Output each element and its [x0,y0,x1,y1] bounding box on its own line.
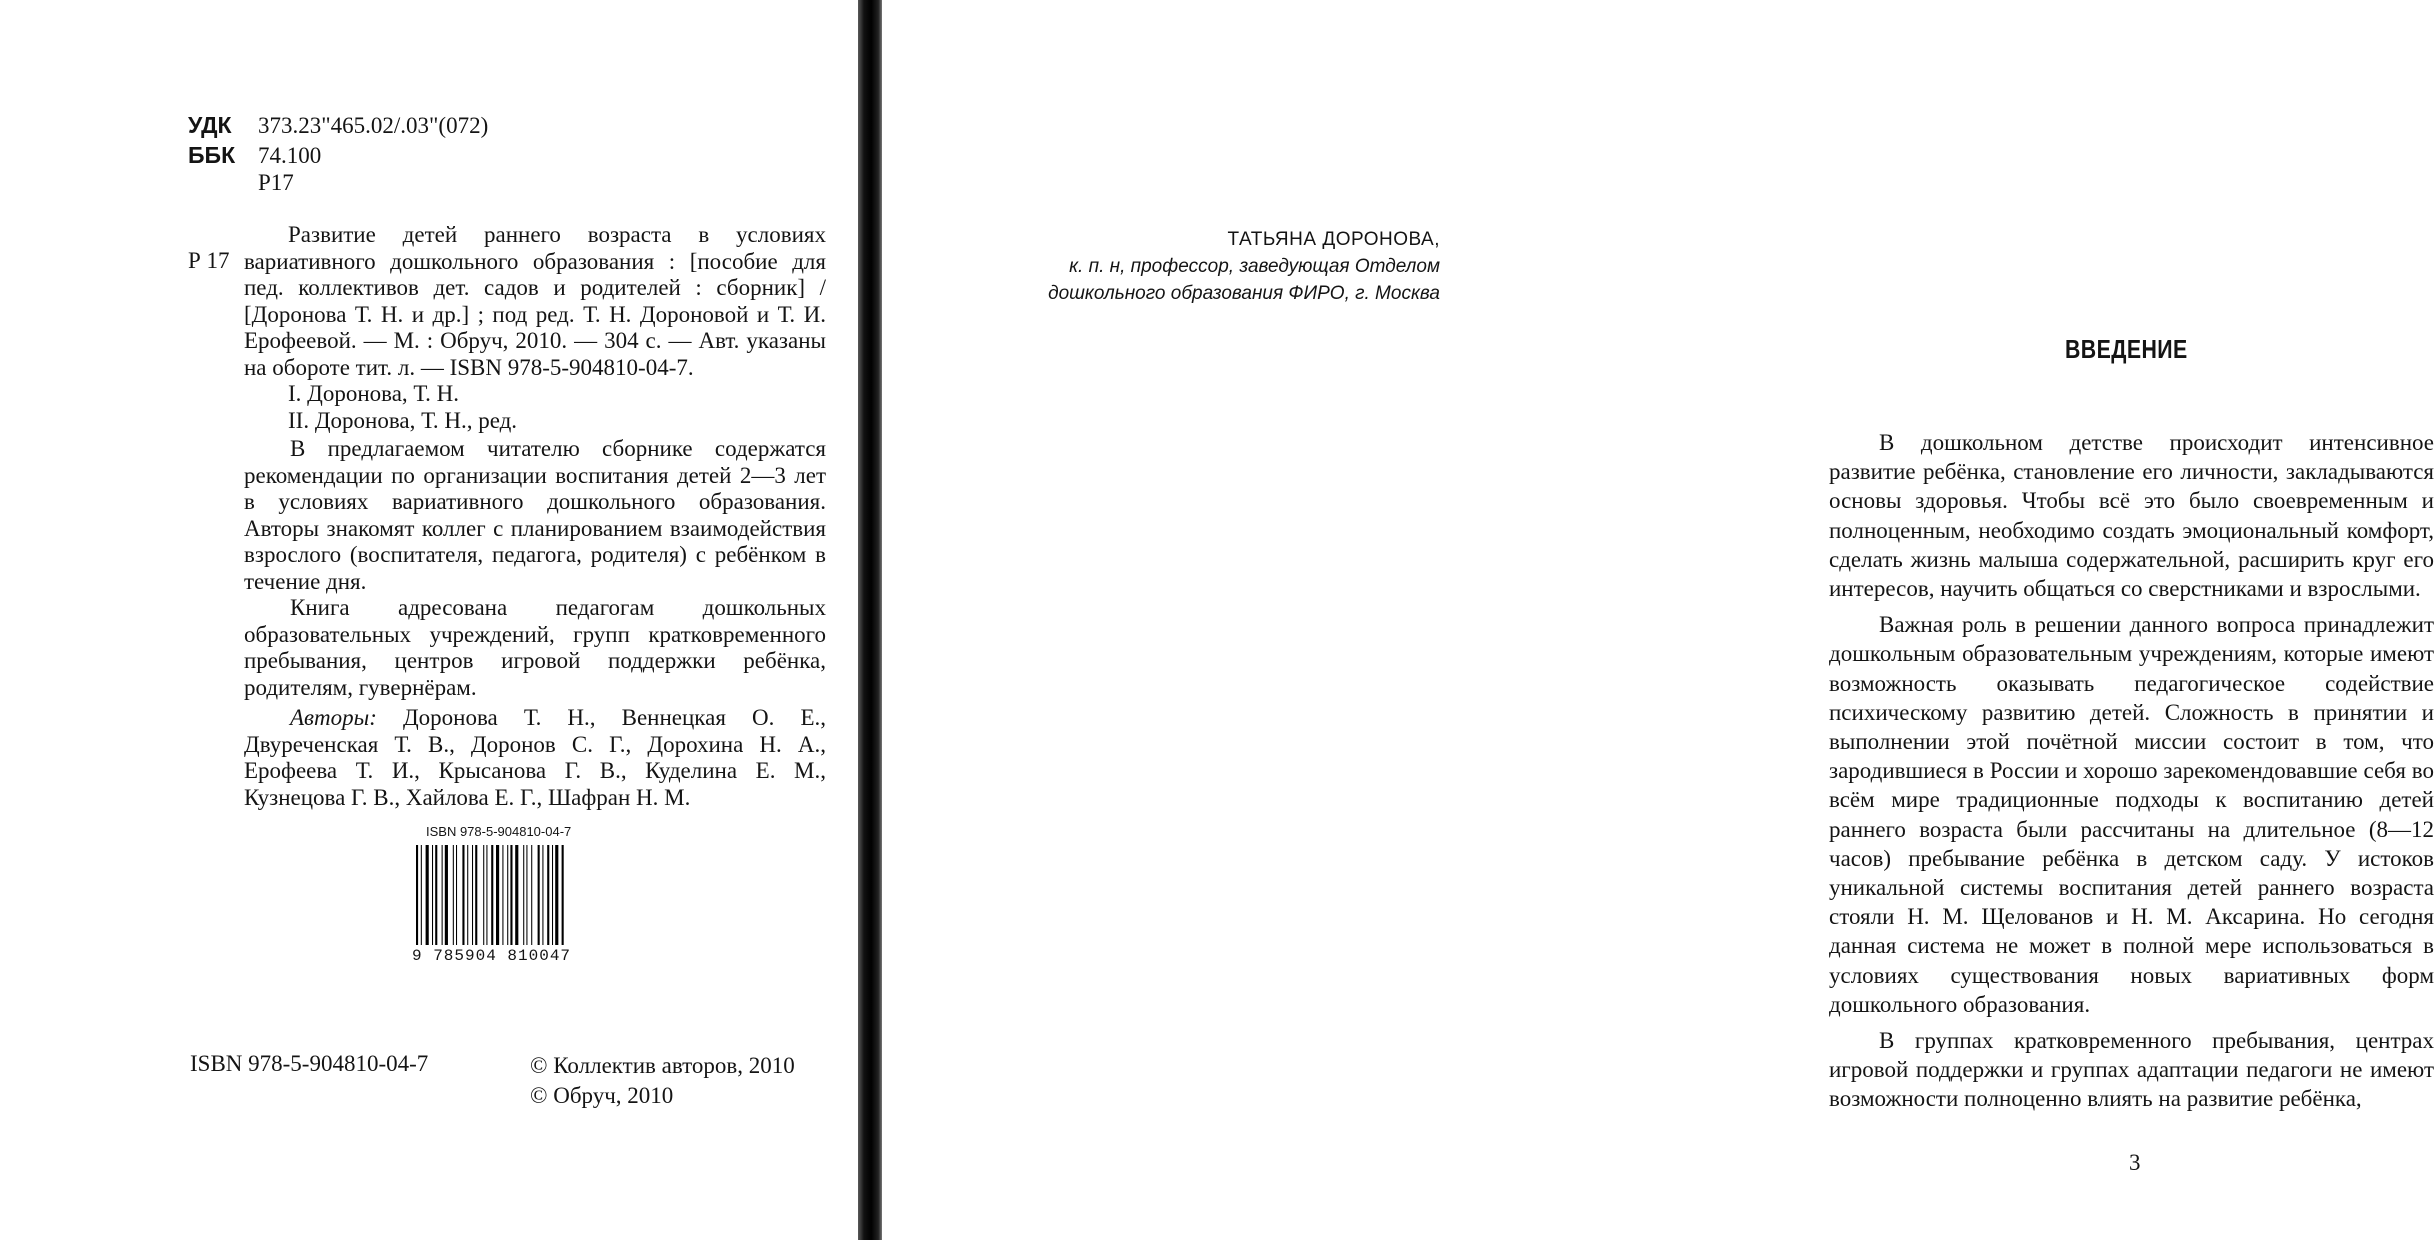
bibliographic-entry: Развитие детей раннего возраста в условиях вариативного дошкольного образования : [пособие для пед. коллективов дет. садов и родителей : сборник] / [Доронова Т. Н. и др.] ; под ред. Т. Н. Дороновой и Т. И. Ерофеевой. — М. : Обруч, 2010. — 304 с. — Авт. указаны на обороте тит. л. — ISBN 978-5-904810-04-7. [244,222,826,380]
chapter-body [1829,428,2434,1121]
udk-value: 373.23"465.02/.03"(072) [258,113,489,138]
annotation [244,436,826,701]
bbk-value: 74.100 [258,143,322,168]
barcode-digits: 9 785904 810047 [412,947,572,965]
left-page [0,0,855,1240]
authors-list [244,705,826,811]
subject-heading-2: II. Доронова, Т. Н., ред. [288,407,518,433]
bibliographic-record [244,222,826,434]
annotation-paragraph: В предлагаемом читателю сборнике содержатся рекомендации по организации воспитания детей 2—3 лет в условиях вариативного дошкольного образования. Авторы знакомят коллег с планированием взаимодействия взрослого (воспитателя, педагога, родителя) с ребёнком в течение дня. [244,436,826,594]
author-affiliation: дошкольного образования ФИРО, г. Москва [1048,283,1440,304]
bbk-label: ББК [188,142,236,168]
udk-row [188,112,488,139]
chapter-author [1048,226,1440,307]
barcode-isbn-label: ISBN 978-5-904810-04-7 [426,824,572,839]
book-spine [858,0,882,1240]
barcode [412,824,602,965]
copyright-block [530,1051,795,1111]
body-paragraph: Важная роль в решении данного вопроса принадлежит дошкольным образовательным учреждениям, которые имеют возможность оказывать педагогическое содействие психическому развитию детей. Сложность в принятии и выполнении этой почётной миссии состоит в том, что зародившиеся в России и хорошо зарекомендовавшие себя во всём мире традиционные подходы к воспитанию детей раннего возраста были рассчитаны на длительное (8—12 часов) пребывание ребёнка в детском саду. У истоков уникальной системы воспитания детей раннего возраста стояли Н. М. Щелованов и Н. М. Аксарина. Но сегодня данная система не может в полной мере использоваться в условиях существования новых вариативных форм дошкольного образования. [1829,612,2434,1017]
page-number: 3 [2129,1150,2141,1175]
author-mark: Р17 [258,170,294,195]
copyright-line: © Обруч, 2010 [530,1083,674,1108]
right-page [885,0,2434,1240]
barcode-icon [412,845,602,945]
chapter-heading: ВВЕДЕНИЕ [2065,334,2188,364]
body-paragraph: В дошкольном детстве происходит интенсивное развитие ребёнка, становление его личности, закладываются основы здоровья. Чтобы всё это было своевременным и полноценным, необходимо создать эмоциональный комфорт, сделать жизнь малыша содержательной, расширить круг его интересов, научить общаться со сверстниками и взрослыми. [1829,430,2434,602]
authors-names: Доронова Т. Н., Веннецкая О. Е., Двуреченская Т. В., Доронов С. Г., Дорохина Н. А., Ерофеева Т. И., Крысанова Г. В., Куделина Е. М., Кузнецова Г. В., Хайлова Е. Г., Шафран Н. М. [244,705,827,810]
subject-heading-1: I. Доронова, Т. Н. [288,381,460,406]
authors-label: Авторы: [290,705,377,730]
bbk-row [188,142,321,169]
body-paragraph: В группах кратковременного пребывания, центрах игровой поддержки и группах адаптации педагоги не имеют возможности полноценно влиять на развитие ребёнка, [1829,1028,2434,1112]
author-name: ТАТЬЯНА ДОРОНОВА, [1227,229,1440,250]
udk-label: УДК [188,112,232,138]
isbn: ISBN 978-5-904810-04-7 [190,1051,429,1076]
annotation-paragraph: Книга адресована педагогам дошкольных образовательных учреждений, групп кратковременного пребывания, центров игровой поддержки ребёнка, родителям, гувернёрам. [244,595,826,700]
author-title: к. п. н, профессор, заведующая Отделом [1069,256,1440,277]
author-mark-side: Р 17 [188,248,230,273]
copyright-line: © Коллектив авторов, 2010 [530,1053,795,1078]
